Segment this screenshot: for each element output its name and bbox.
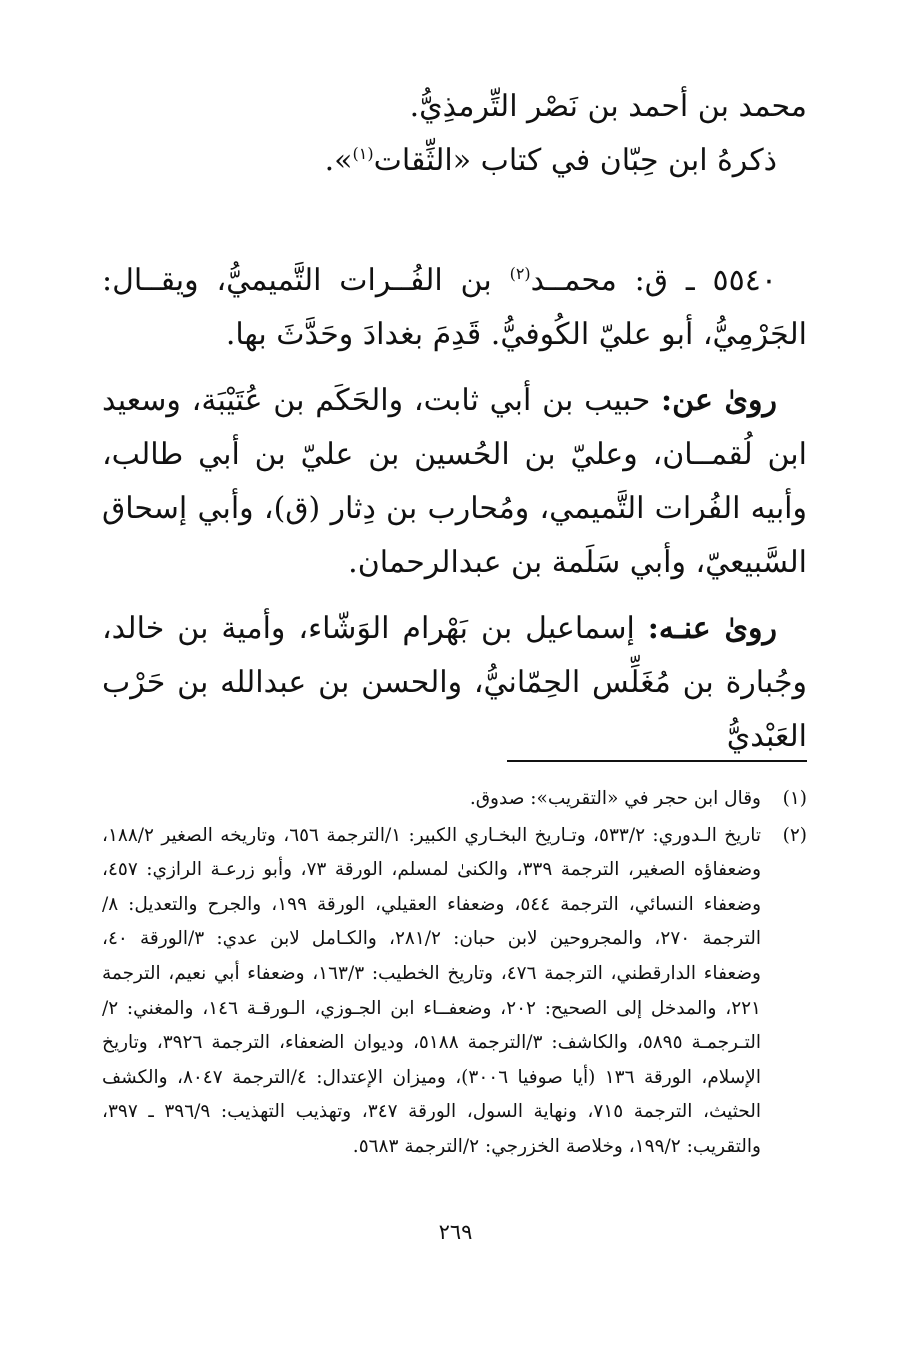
narrated-from-label: روىٰ عن: <box>661 383 777 418</box>
narrated-from-text: حبيب بن أبي ثابت، والحَكَم بن عُتَيْبَة، وسعيد ابن لُقمــان، وعليّ بن الحُسين بن عليّ بن أبي طالب، وأبيه الفُرات التَّميمي، ومُحارب بن دِثار (ق)، وأبي إسحاق السَّبيعيّ، وأبي سَلَمة بن عبدالرحمان. <box>102 383 807 580</box>
footnote-number: (٢) <box>782 824 807 846</box>
footnote-ref-1: (١) <box>352 144 374 163</box>
footnote-ref-2: (٢) <box>509 264 531 283</box>
narrated-from-paragraph <box>102 374 807 590</box>
entry-text: بن الفُــرات التَّميميُّ، ويقــال: الجَرْمِيُّ، أبو عليّ الكُوفيُّ. قَدِمَ بغدادَ وحَدَّثَ بها. <box>102 263 807 352</box>
intro-line-1: محمد بن أحمد بن نَصْر التِّرمذِيُّ. <box>409 89 807 124</box>
intro-line-2-end: ». <box>324 143 353 178</box>
narrators-label: روىٰ عنـه: <box>647 611 777 646</box>
footnote-number: (١) <box>782 788 807 809</box>
footnote-text: وقال ابن حجر في «التقريب»: صدوق. <box>469 788 761 809</box>
biography-entry <box>102 254 807 362</box>
footnote-2 <box>102 819 807 1165</box>
footnotes <box>102 782 807 1167</box>
footnote-1 <box>102 782 807 817</box>
intro-line-2 <box>325 143 807 178</box>
footnote-text: تاريخ الـدوري: ٥٣٣/٢، وتـاريخ البخـاري الكبير: ١/الترجمة ٦٥٦، وتاريخه الصغير ١٨٨/٢، وضعفاؤه الصغير، الترجمة ٣٣٩، والكنىٰ لمسلم، الورقة ٧٣، وأبو زرعـة الرازي: ٤٥٧، وضعفاء النسائي، الترجمة ٥٤٤، وضعفاء العقيلي، الورقة ١٩٩، والجرح والتعديل: ٨/الترجمة ٢٧٠، والمجروحين لابن حبان: ٢٨١/٢، والكـامل لابن عدي: ٣/الورقة ٤٠، وضعفاء الدارقطني، الترجمة ٤٧٦، وتاريخ الخطيب: ١٦٣/٣، وضعفاء أبي نعيم، الترجمة ٢٢١، والمدخل إلى الصحيح: ٢٠٢، وضعفــاء ابن الجـوزي، الـورقـة ١٤٦، والمغني: ٢/التـرجمـة ٥٨٩٥، والكاشف: ٣/الترجمة ٥١٨٨، وديوان الضعفاء، الترجمة ٣٩٢٦، وتاريخ الإسلام، الورقة ١٣٦ (أيا صوفيا ٣٠٠٦)، وميزان الإعتدال: ٤/الترجمة ٨٠٤٧، والكشف الحثيث، الترجمة ٧١٥، ونهاية السول، الورقة ٣٤٧، وتهذيب التهذيب: ٣٩٦/٩ ـ ٣٩٧، والتقريب: ١٩٩/٢، وخلاصة الخزرجي: ٢/الترجمة ٥٦٨٣. <box>102 824 762 1157</box>
narrators-text: إسماعيل بن بَهْرام الوَشّاء، وأمية بن خالد، وجُبارة بن مُغَلِّس الحِمّانيُّ، والحسن بن عبدالله بن حَرْب العَبْديُّ <box>102 611 807 754</box>
entry-heading: ٥٥٤٠ ـ ق: محمــد <box>530 263 777 298</box>
intro-paragraph <box>102 80 807 188</box>
intro-line-2-text: ذكرهُ ابن حِبّان في كتاب «الثِّقات <box>373 143 777 178</box>
main-text <box>102 80 807 764</box>
page-number: ٢٦٩ <box>438 1220 473 1244</box>
footnote-divider <box>507 760 807 762</box>
narrators-paragraph <box>102 602 807 764</box>
